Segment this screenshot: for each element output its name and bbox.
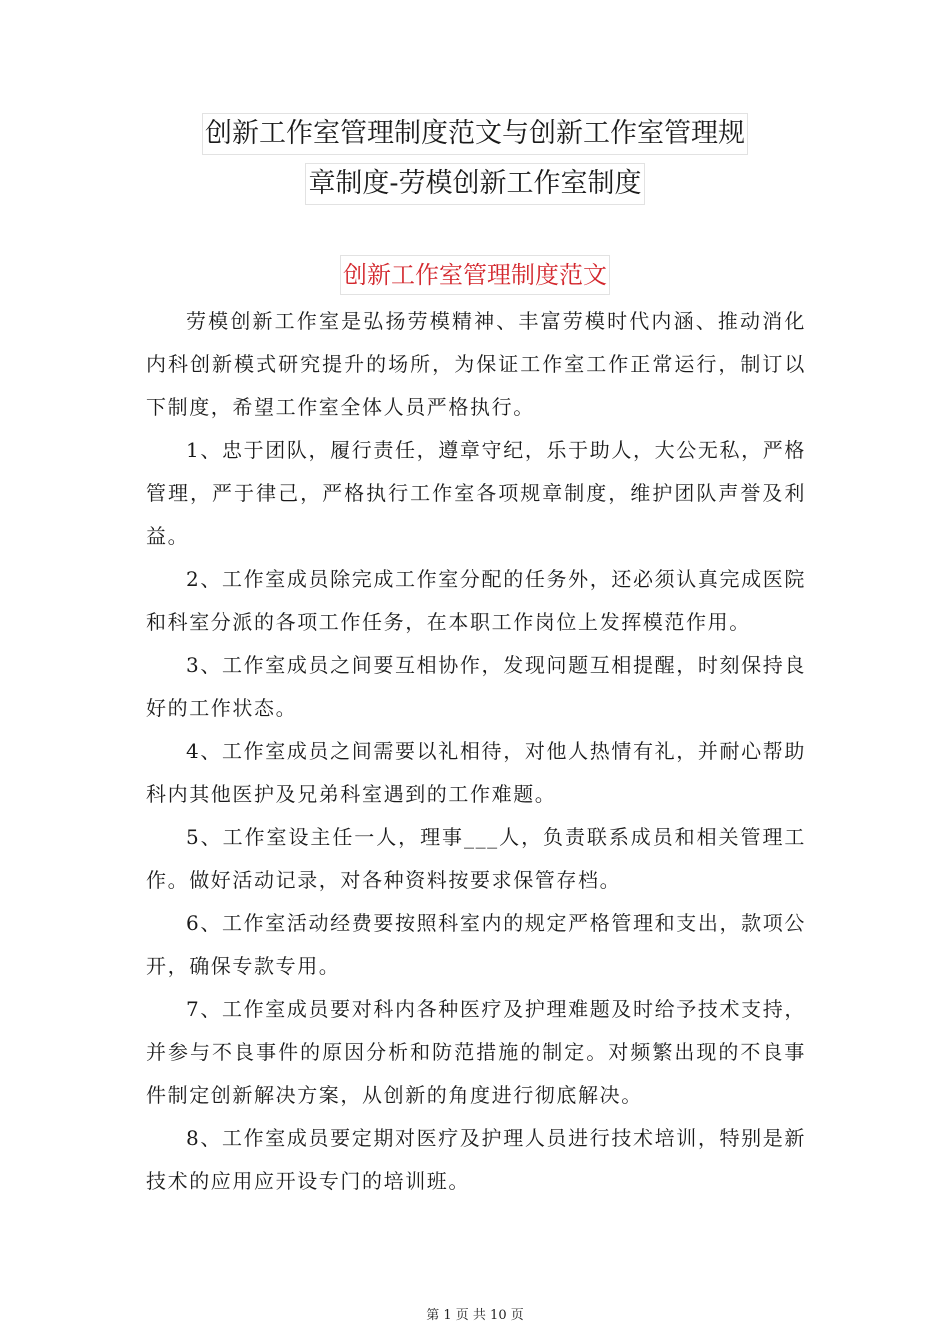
page-footer: 第 1 页 共 10 页 [426, 1308, 524, 1323]
paragraph-rule-7: 7、工作室成员要对科内各种医疗及护理难题及时给予技术支持，并参与不良事件的原因分析和防范措施的制定。对频繁出现的不良事件制定创新解决方案，从创新的角度进行彻底解决。 [146, 997, 806, 1107]
paragraph-rule-8: 8、工作室成员要定期对医疗及护理人员进行技术培训，特别是新技术的应用应开设专门的培训班。 [146, 1126, 806, 1193]
paragraph-rule-4: 4、工作室成员之间需要以礼相待，对他人热情有礼，并耐心帮助科内其他医护及兄弟科室遇到的工作难题。 [146, 739, 806, 806]
paragraph-intro: 劳模创新工作室是弘扬劳模精神、丰富劳模时代内涵、推动消化内科创新模式研究提升的场所，为保证工作室工作正常运行，制订以下制度，希望工作室全体人员严格执行。 [146, 309, 806, 419]
paragraph-rule-1: 1、忠于团队，履行责任，遵章守纪，乐于助人，大公无私，严格管理，严于律己，严格执行工作室各项规章制度，维护团队声誉及利益。 [146, 438, 806, 548]
paragraph-rule-2: 2、工作室成员除完成工作室分配的任务外，还必须认真完成医院和科室分派的各项工作任务，在本职工作岗位上发挥模范作用。 [146, 567, 806, 634]
paragraph-rule-5: 5、工作室设主任一人，理事___人，负责联系成员和相关管理工作。做好活动记录，对各种资料按要求保管存档。 [146, 825, 806, 892]
section-heading [0, 255, 950, 295]
section-heading-text: 创新工作室管理制度范文 [340, 255, 610, 295]
document-title-line-2 [0, 163, 950, 205]
document-title-line-1 [0, 113, 950, 155]
title-text-1: 创新工作室管理制度范文与创新工作室管理规 [202, 113, 748, 155]
title-text-2: 章制度-劳模创新工作室制度 [305, 163, 644, 205]
paragraph-rule-6: 6、工作室活动经费要按照科室内的规定严格管理和支出，款项公开，确保专款专用。 [146, 911, 806, 978]
document-body [146, 300, 806, 1203]
paragraph-rule-3: 3、工作室成员之间要互相协作，发现问题互相提醒，时刻保持良好的工作状态。 [146, 653, 806, 720]
